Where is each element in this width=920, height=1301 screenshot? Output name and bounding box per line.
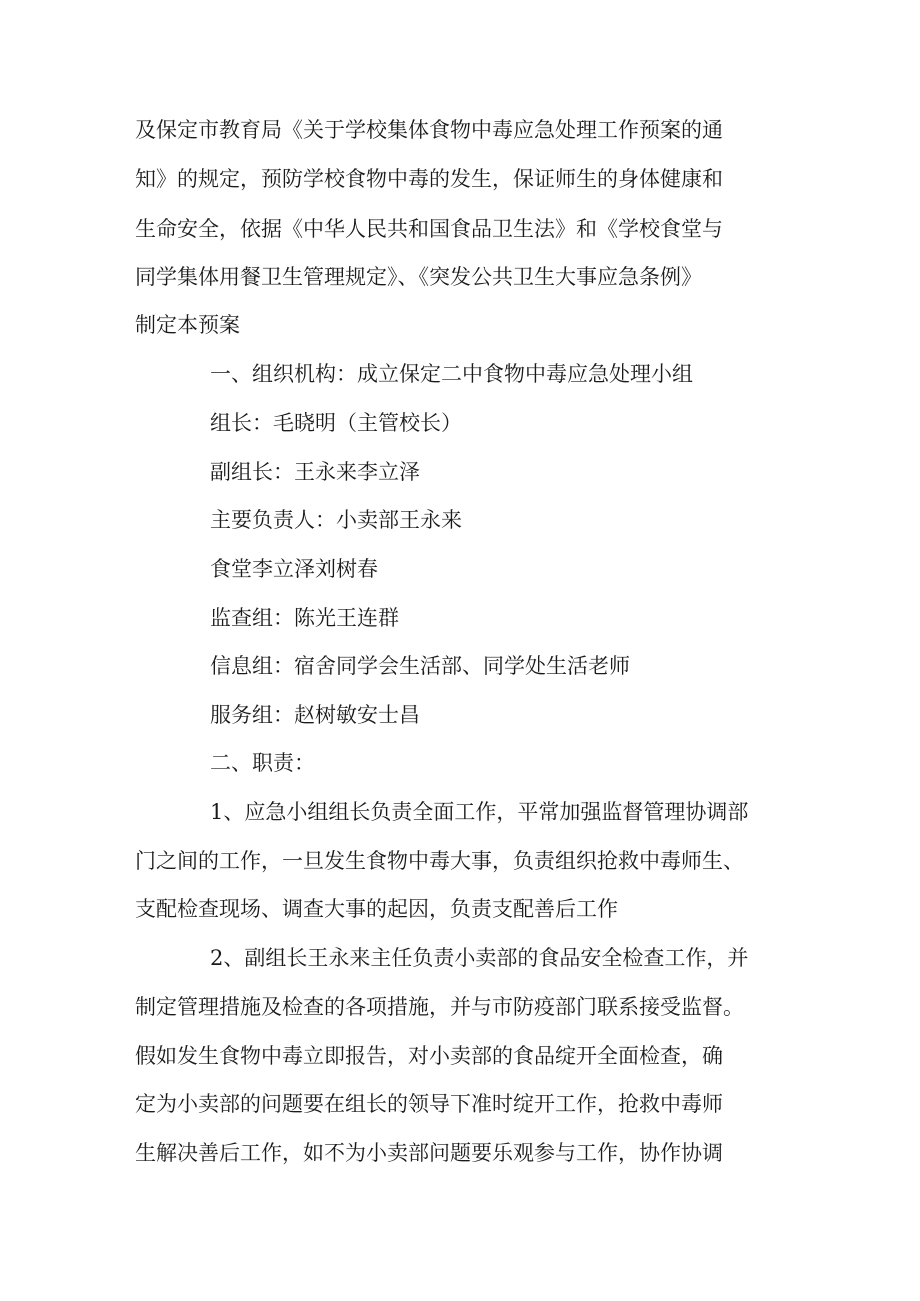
section2-heading: 二、职责： xyxy=(210,751,315,775)
duty1-line-3: 支配检查现场、调查大事的起因，负责支配善后工作 xyxy=(135,897,618,921)
duty2-line-2: 制定管理措施及检查的各项措施，并与市防疫部门联系接受监督。 xyxy=(135,995,744,1019)
deputy-leaders: 副组长：王永来李立泽 xyxy=(210,460,420,484)
intro-line-4: 同学集体用餐卫生管理规定》、《突发公共卫生大事应急条例》 xyxy=(135,265,702,289)
inspection-group: 监查组：陈光王连群 xyxy=(210,606,399,630)
intro-line-2: 知》的规定，预防学校食物中毒的发生，保证师生的身体健康和 xyxy=(135,167,723,191)
duty2-line-1: 2、副组长王永来主任负责小卖部的食品安全检查工作，并 xyxy=(210,946,749,970)
duty1-line-1: 1、应急小组组长负责全面工作，平常加强监督管理协调部 xyxy=(210,800,749,824)
main-responsible: 主要负责人：小卖部王永来 xyxy=(210,508,462,532)
duty2-line-3: 假如发生食物中毒立即报告，对小卖部的食品绽开全面检查，确 xyxy=(135,1044,723,1068)
intro-line-3: 生命安全，依据《中华人民共和国食品卫生法》和《学校食堂与 xyxy=(135,217,723,241)
group-leader: 组长：毛晓明（主管校长） xyxy=(210,411,462,435)
section1-heading: 一、组织机构：成立保定二中食物中毒应急处理小组 xyxy=(210,362,693,386)
canteen-responsible: 食堂李立泽刘树春 xyxy=(210,557,378,581)
duty2-line-4: 定为小卖部的问题要在组长的领导下准时绽开工作，抢救中毒师 xyxy=(135,1092,723,1116)
duty1-line-2: 门之间的工作，一旦发生食物中毒大事，负责组织抢救中毒师生、 xyxy=(135,849,744,873)
info-group: 信息组：宿舍同学会生活部、同学处生活老师 xyxy=(210,654,630,678)
intro-line-5: 制定本预案 xyxy=(135,313,240,337)
service-group: 服务组：赵树敏安士昌 xyxy=(210,703,420,727)
intro-line-1: 及保定市教育局《关于学校集体食物中毒应急处理工作预案的通 xyxy=(135,118,723,142)
duty2-line-5: 生解决善后工作，如不为小卖部问题要乐观参与工作，协作协调 xyxy=(135,1141,723,1165)
